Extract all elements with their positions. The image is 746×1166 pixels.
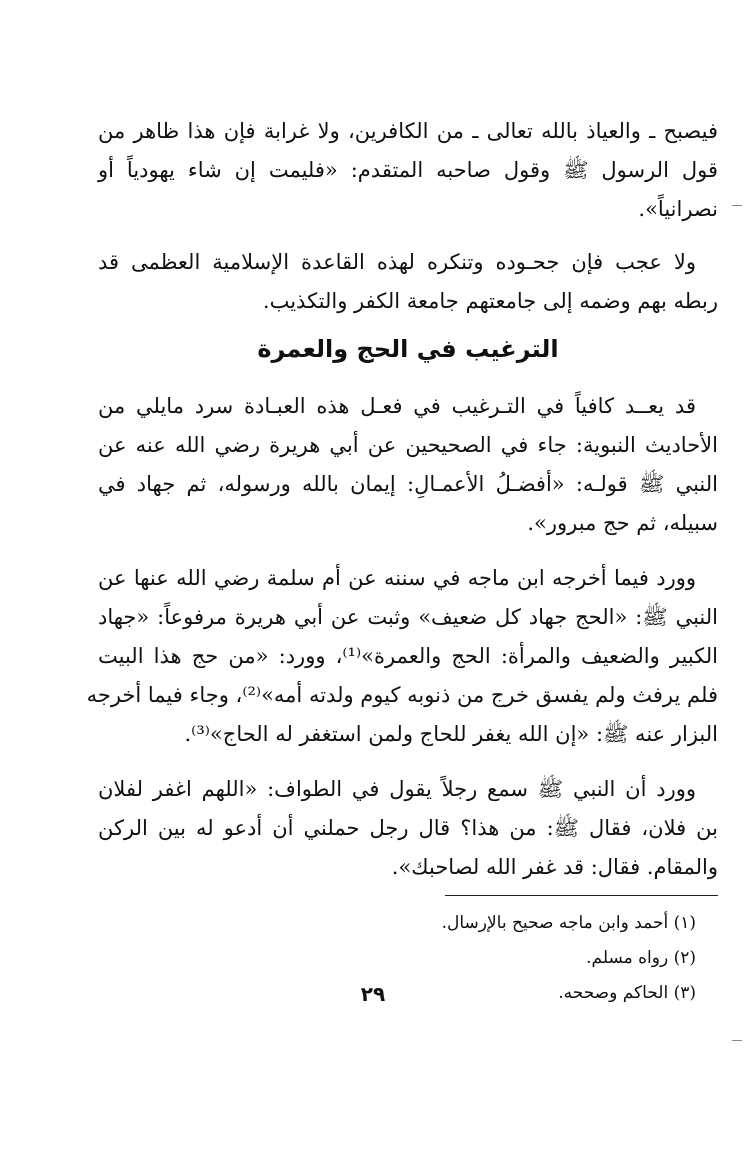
text-line: قول الرسول ﷺ وقول صاحبه المتقدم: «فليمت إن شاء يهودياً أو	[98, 158, 718, 182]
page-body	[86, 112, 718, 1011]
text-line: وورد أن النبي ﷺ سمع رجلاً يقول في الطواف: «اللهم اغفر لفلان	[98, 777, 696, 801]
footnote-3: (٣) الحاكم وصححه.	[558, 983, 696, 1003]
text-line: ربطه بهم وضمه إلى جامعتهم جامعة الكفر والتكذيب.	[262, 289, 718, 313]
text-line: سبيله، ثم حج مبرور».	[527, 511, 718, 535]
paragraph-5	[98, 770, 718, 887]
paragraph-1	[98, 112, 718, 229]
paragraph-4	[86, 559, 718, 754]
margin-mark	[732, 205, 742, 206]
text-line: الكبير والضعيف والمرأة: الحج والعمرة»⁽¹⁾، وورد: «من حج هذا البيت	[98, 644, 718, 668]
footnote-divider	[445, 895, 718, 896]
text-line: الأحاديث النبوية: جاء في الصحيحين عن أبي هريرة رضي الله عنه عن	[98, 433, 718, 457]
text-line: فلم يرفث ولم يفسق خرج من ذنوبه كيوم ولدته أمه»⁽²⁾، وجاء فيما أخرجه	[86, 683, 718, 707]
footnote-1: (١) أحمد وابن ماجه صحيح بالإرسال.	[441, 913, 696, 933]
text-line: ولا عجب فإن جحـوده وتنكره لهذه القاعدة الإسلامية العظمى قد	[98, 250, 696, 274]
text-line: وورد فيما أخرجه ابن ماجه في سننه عن أم سلمة رضي الله عنها عن	[98, 566, 696, 590]
paragraph-3	[98, 387, 718, 543]
margin-mark	[732, 1040, 742, 1041]
footnote-2: (٢) رواه مسلم.	[586, 948, 696, 968]
text-line: النبي ﷺ: «الحج جهاد كل ضعيف» وثبت عن أبي هريرة مرفوعاً: «جهاد	[98, 605, 718, 629]
text-line: بن فلان، فقال ﷺ: من هذا؟ قال رجل حملني أن أدعو له بين الركن	[98, 816, 718, 840]
text-line: نصرانياً».	[638, 197, 718, 221]
text-line: فيصبح ـ والعياذ بالله تعالى ـ من الكافرين، ولا غرابة فإن هذا ظاهر من	[98, 119, 718, 143]
text-line: قد يعــد كافياً في التـرغيب في فعـل هذه العبـادة سرد مايلي من	[98, 394, 696, 418]
text-line: والمقام. فقال: قد غفر الله لصاحبك».	[391, 855, 718, 879]
page-number: ٢٩	[360, 982, 386, 1006]
section-heading: الترغيب في الحج والعمرة	[257, 335, 559, 363]
text-line: البزار عنه ﷺ: «إن الله يغفر للحاج ولمن استغفر له الحاج»⁽³⁾.	[184, 722, 718, 746]
text-line: النبي ﷺ قولـه: «أفضـلُ الأعمـالِ: إيمان بالله ورسوله، ثم جهاد في	[98, 472, 718, 496]
paragraph-2	[98, 243, 718, 321]
